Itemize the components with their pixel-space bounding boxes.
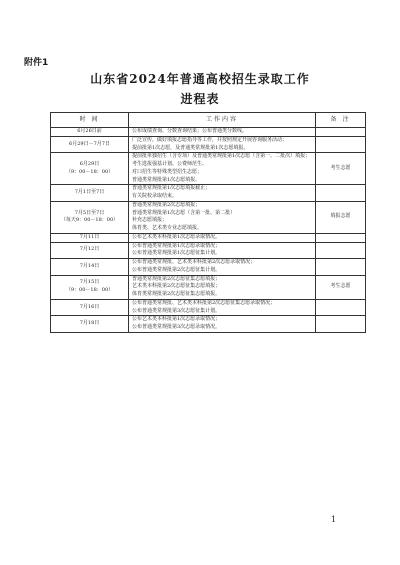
table-row — [51, 299, 366, 316]
row-content-line: 有关院校录取结束。 — [132, 193, 178, 199]
row-time — [51, 259, 129, 276]
row-time-line: （9：00－18：00） — [65, 168, 114, 175]
row-content-line: 公布普通类常规批、艺术类本科批第2次志愿征集志愿录取情况； — [132, 299, 276, 306]
row-content-line: 普通类常规批第2次志愿征集志愿填报； — [132, 275, 221, 282]
row-note: 考生志愿 — [316, 275, 366, 299]
row-content — [129, 136, 316, 153]
page-title: 山东省2024年普通高校招生录取工作 — [90, 72, 310, 86]
row-time — [51, 153, 129, 185]
row-time-line: 7月1日至7日 — [74, 189, 105, 196]
row-content-line: 体育类、艺术类专业志愿填报。 — [132, 225, 203, 231]
page-number: 1 — [331, 515, 337, 524]
row-content-line: 公布普通类常规批、艺术类本科批第2次志愿录取情况； — [132, 259, 256, 265]
row-time — [51, 233, 129, 242]
attachment-label: 附件1 — [24, 58, 49, 68]
row-time — [51, 242, 129, 259]
table-row — [51, 185, 366, 202]
row-time — [51, 299, 129, 316]
row-content-line: 公布普通类常规批第1次志愿录取情况； — [132, 242, 221, 249]
row-time-line: 7月12日 — [79, 246, 100, 253]
table-row — [51, 316, 366, 333]
header-note: 备 注 — [316, 113, 366, 128]
row-note — [316, 316, 366, 333]
row-content — [129, 153, 316, 185]
row-content-line: 体育类常规批第2次志愿征集志愿填报。 — [132, 291, 221, 297]
row-time-line: 7月15日 — [79, 279, 100, 286]
row-time-line: 7月11日 — [79, 233, 100, 240]
row-time — [51, 128, 129, 137]
row-time — [51, 201, 129, 233]
table-row — [51, 136, 366, 153]
row-note — [316, 128, 366, 137]
row-content — [129, 201, 316, 233]
row-content — [129, 242, 316, 259]
table-row — [51, 128, 366, 137]
row-content — [129, 233, 316, 242]
row-time-line: 6月26日前 — [77, 128, 102, 134]
row-content-line: 对口招生等特殊类型招生志愿； — [132, 168, 203, 175]
row-content — [129, 185, 316, 202]
row-content — [129, 128, 316, 137]
table-row — [51, 233, 366, 242]
row-note — [316, 185, 366, 202]
row-content — [129, 259, 316, 276]
row-time — [51, 136, 129, 153]
header-time: 时 间 — [51, 113, 129, 128]
row-content — [129, 316, 316, 333]
row-content-line: 艺术类本科批第2次志愿征集志愿填报； — [132, 283, 221, 290]
row-content-line: 广泛宣传，做好填报志愿指导等工作，并按照规定开展咨询服务活动； — [132, 136, 288, 143]
row-content-line: 普通类常规批第1次志愿（含第一批、第二批） — [132, 209, 236, 216]
row-content-line: 公布艺术类本科批第1次志愿录取情况； — [132, 316, 221, 323]
row-note — [316, 242, 366, 259]
row-content-line: 普通类常规批第1次志愿填报截止； — [132, 185, 211, 192]
page-subtitle: 进程表 — [180, 92, 220, 106]
table-row — [51, 201, 366, 233]
row-time-line: 6月29日－7月7日 — [69, 140, 110, 147]
row-time-line: （9：00－18：00） — [65, 287, 114, 294]
row-content-line: 提前批单独招生（含专项）及普通类常规批第1次志愿（含第一、二批次）填报； — [132, 153, 311, 160]
row-content-line: 公布普通类常规批第3次志愿录取情况。 — [132, 324, 221, 330]
row-time — [51, 316, 129, 333]
row-note — [316, 259, 366, 276]
row-content-line: 公布艺术类本科批第1次志愿录取情况。 — [132, 233, 221, 240]
row-content-line: 补充志愿填报； — [132, 217, 168, 224]
row-note — [316, 136, 366, 153]
row-time-line: 7月16日 — [79, 303, 100, 310]
row-note: 考生志愿 — [316, 153, 366, 185]
row-content-line: 普通类常规批第1次志愿填报。 — [132, 176, 201, 183]
row-note: 填报志愿 — [316, 201, 366, 233]
row-content — [129, 275, 316, 299]
table-row — [51, 275, 366, 299]
table-row — [51, 242, 366, 259]
row-time-line: （每天9：00－18：00） — [60, 217, 119, 224]
schedule-table — [50, 112, 366, 333]
row-content-line: 普通类常规批第2次志愿填报； — [132, 201, 201, 208]
row-note — [316, 299, 366, 316]
row-content-line: 考生选报强基计划、公费师范生、 — [132, 161, 208, 167]
row-time — [51, 185, 129, 202]
row-content-line: 公布普通类常规批第3次志愿征集计划。 — [132, 307, 221, 314]
row-time-line: 7月14日 — [79, 262, 100, 269]
row-content-line: 公布普通类常规批第2次志愿征集计划。 — [132, 266, 221, 273]
row-content-line: 公布成绩查询、分数查询结果；公布普通类分数线。 — [132, 128, 248, 134]
row-time-line: 7月18日 — [79, 320, 100, 327]
schedule-body — [51, 128, 366, 333]
row-content-line: 提前批第1次志愿，及普通类常规批第1次志愿填报。 — [132, 144, 249, 151]
header-content: 工作内容 — [129, 113, 316, 128]
table-row — [51, 153, 366, 185]
row-time-line: 7月5日至7日 — [74, 209, 105, 216]
row-content — [129, 299, 316, 316]
row-time — [51, 275, 129, 299]
row-time-line: 6月29日 — [79, 161, 100, 167]
row-note — [316, 233, 366, 242]
table-header-row — [51, 113, 366, 128]
table-row — [51, 259, 366, 276]
row-content-line: 公布普通类常规批第1次志愿征集计划。 — [132, 250, 221, 257]
